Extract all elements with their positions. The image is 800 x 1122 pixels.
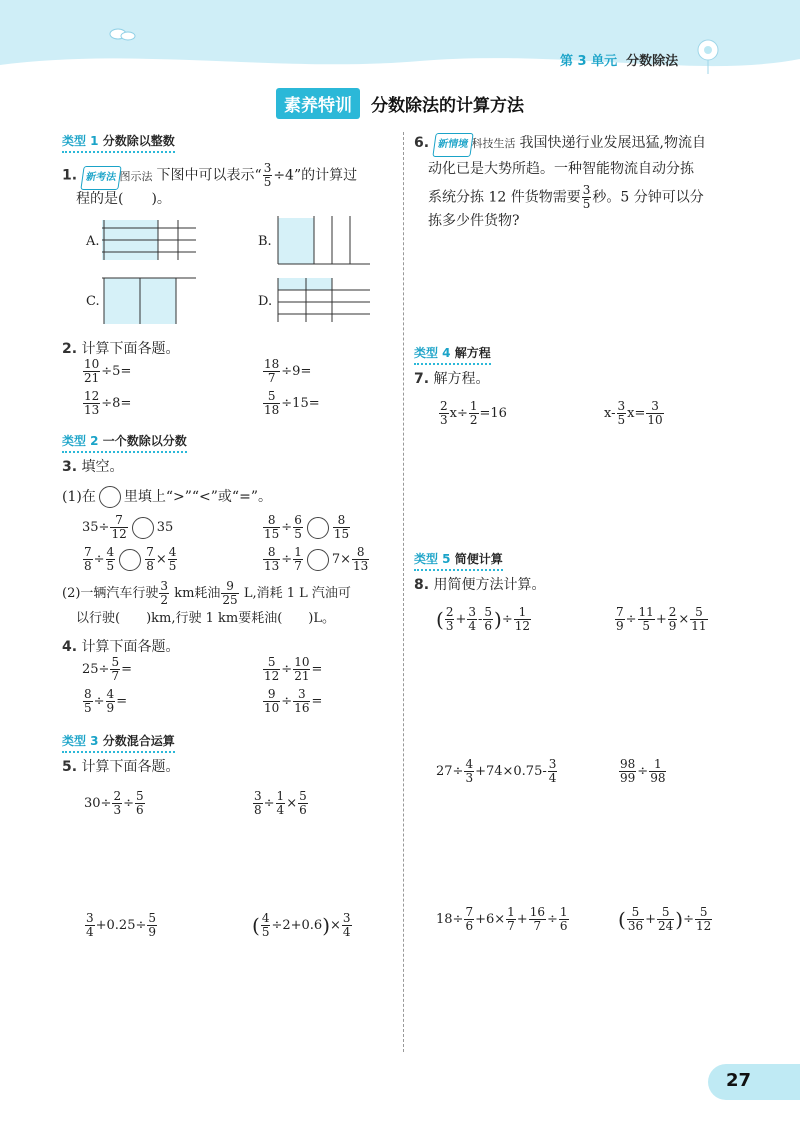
q8-expr-5: 18÷ $\frac{7}{6}$ +6× $\frac{1}{7}$ + $\frac{16}{7}$ ÷ $\frac{1}{6}$ — [436, 905, 568, 933]
option-c-label[interactable]: C. — [86, 294, 100, 309]
option-b-label[interactable]: B. — [258, 234, 272, 249]
option-a-diagram[interactable] — [102, 220, 198, 262]
q5-expr-3: $\frac{3}{4}$ +0.25÷ $\frac{5}{9}$ — [86, 911, 157, 939]
q8-expr-1: ( $\frac{2}{3}$ + $\frac{3}{4}$ - $\frac{5}{6}$ )÷ $\frac{1}{12}$ — [436, 605, 531, 633]
question-1: 1. 新考法 图示法 下图中可以表示“ $\frac{3}{5}$ ÷4”的计算过 — [62, 161, 358, 189]
answer-circle[interactable] — [132, 517, 154, 539]
question-1-line2: 程的是( )。 — [76, 191, 171, 207]
answer-circle[interactable] — [119, 549, 141, 571]
q3-part2: (2)一辆汽车行驶 $\frac{3}{2}$ km耗油 $\frac{9}{25}$ L,消耗 1 L 汽油可 — [62, 579, 351, 607]
q4-expr-4: $\frac{9}{10}$ ÷ $\frac{3}{16}$ = — [264, 687, 323, 715]
q8-expr-6: ( $\frac{5}{36}$ + $\frac{5}{24}$ )÷ $\frac{5}{12}$ — [618, 905, 712, 933]
q2-expr-3: $\frac{12}{13}$ ÷8= — [84, 389, 132, 417]
option-d-diagram[interactable] — [276, 276, 372, 326]
question-3: 3. 填空。 — [62, 459, 124, 475]
q2-expr-2: $\frac{18}{7}$ ÷9= — [264, 357, 312, 385]
q4-expr-2: $\frac{5}{12}$ ÷ $\frac{10}{21}$ = — [264, 655, 323, 683]
q3-compare-4: $\frac{8}{13}$ ÷ $\frac{1}{7}$ 7× $\frac{8}{13}$ — [264, 545, 369, 573]
column-divider — [403, 132, 404, 1052]
new-method-badge: 新考法 — [80, 166, 121, 190]
header-banner — [0, 0, 800, 80]
unit-label: 第 3 单元 分数除法 — [560, 54, 679, 69]
q2-expr-4: $\frac{5}{18}$ ÷15= — [264, 389, 320, 417]
q7-equation-2: x- $\frac{3}{5}$ x= $\frac{3}{10}$ — [604, 399, 663, 427]
q5-expr-1: 30÷ $\frac{2}{3}$ ÷ $\frac{5}{6}$ — [84, 789, 144, 817]
q3-compare-3: $\frac{7}{8}$ ÷ $\frac{4}{5}$ $\frac{7}{8}$ × $\frac{4}{5}$ — [84, 545, 177, 573]
question-7: 7. 解方程。 — [414, 371, 490, 387]
q6-line2: 动化已是大势所趋。一种智能物流自动分拣 — [428, 161, 694, 177]
section-5-header: 类型 5 简便计算 — [414, 550, 503, 571]
new-context-badge: 新情境 — [432, 133, 473, 157]
q3-part1-instruction: (1)在 里填上“>”“<”或“=”。 — [62, 486, 272, 508]
section-1-header: 类型 1 分数除以整数 — [62, 132, 175, 153]
q5-expr-2: $\frac{3}{8}$ ÷ $\frac{1}{4}$ × $\frac{5}{6}$ — [254, 789, 307, 817]
q6-line4: 拣多少件货物? — [428, 213, 520, 229]
q3-part2-line2: 以行驶( )km,行驶 1 km要耗油( )L。 — [76, 611, 335, 626]
answer-circle[interactable] — [307, 549, 329, 571]
page-number: 27 — [726, 1070, 752, 1091]
flower-icon — [698, 40, 718, 74]
q3-compare-2: $\frac{8}{15}$ ÷ $\frac{6}{5}$ $\frac{8}{15}$ — [264, 513, 350, 541]
question-2: 2. 计算下面各题。 — [62, 341, 180, 357]
q8-expr-3: 27÷ $\frac{4}{3}$ +74×0.75- $\frac{3}{4}$ — [436, 757, 557, 785]
section-3-header: 类型 3 分数混合运算 — [62, 732, 175, 753]
q7-equation-1: $\frac{2}{3}$ x÷ $\frac{1}{2}$ =16 — [440, 399, 507, 427]
option-d-label[interactable]: D. — [258, 294, 273, 309]
question-8: 8. 用简便方法计算。 — [414, 577, 546, 593]
q5-expr-4: ( $\frac{4}{5}$ ÷2+0.6)× $\frac{3}{4}$ — [252, 911, 351, 939]
q3-compare-1: 35÷ $\frac{7}{12}$ 35 — [82, 513, 174, 541]
page-title — [0, 88, 800, 119]
answer-circle[interactable] — [307, 517, 329, 539]
question-5: 5. 计算下面各题。 — [62, 759, 180, 775]
title-badge: 素养特训 — [276, 88, 360, 119]
section-2-header: 类型 2 一个数除以分数 — [62, 432, 187, 453]
option-a-label[interactable]: A. — [86, 234, 100, 249]
section-4-header: 类型 4 解方程 — [414, 344, 491, 365]
q8-expr-2: $\frac{7}{9}$ ÷ $\frac{11}{5}$ + $\frac{2}{9}$ × $\frac{5}{11}$ — [616, 605, 707, 633]
q4-expr-3: $\frac{8}{5}$ ÷ $\frac{4}{9}$ = — [84, 687, 128, 715]
q4-expr-1: 25÷ $\frac{5}{7}$ = — [82, 655, 132, 683]
compare-circle — [99, 486, 121, 508]
page-number-tab — [708, 1064, 800, 1100]
q8-expr-4: $\frac{98}{99}$ ÷ $\frac{1}{98}$ — [620, 757, 666, 785]
title-text: 分数除法的计算方法 — [371, 96, 525, 116]
q2-expr-1: $\frac{10}{21}$ ÷5= — [84, 357, 132, 385]
option-c-diagram[interactable] — [102, 276, 198, 326]
q6-line3: 系统分拣 12 件货物需要 $\frac{3}{5}$ 秒。5 分钟可以分 — [428, 183, 704, 211]
question-6: 6. 新情境 科技生活 我国快递行业发展迅猛,物流自 — [414, 132, 754, 157]
question-4: 4. 计算下面各题。 — [62, 639, 180, 655]
option-b-diagram[interactable] — [276, 216, 372, 268]
